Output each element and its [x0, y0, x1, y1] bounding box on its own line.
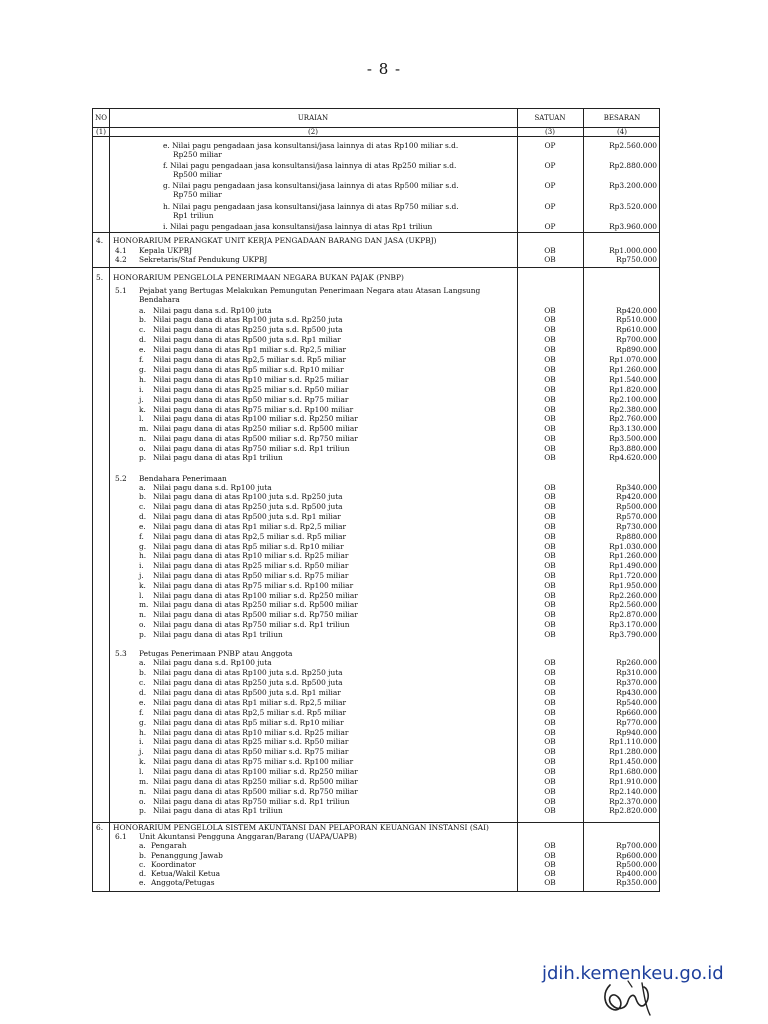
row-description: Pejabat yang Bertugas Melakukan Pemungutan Penerimaan Negara atau Atasan Langsung: [139, 286, 481, 295]
row-letter: d.: [139, 512, 147, 521]
row-besaran: Rp2.380.000: [609, 405, 657, 414]
row-besaran: Rp3.200.000: [609, 181, 657, 190]
row-satuan: OB: [544, 355, 556, 364]
row-satuan: OB: [544, 542, 556, 551]
row-besaran: Rp500.000: [616, 502, 657, 511]
row-letter: h.: [139, 375, 147, 384]
row-letter: p.: [139, 453, 147, 462]
row-description: Penanggung Jawab: [151, 851, 223, 860]
col-number-3: (3): [545, 128, 555, 136]
row-besaran: Rp700.000: [616, 335, 657, 344]
row-description: Nilai pagu dana di atas Rp500 juta s.d. Rp1 miliar: [153, 512, 341, 521]
row-description: Nilai pagu dana s.d. Rp100 juta: [153, 483, 272, 492]
row-besaran: Rp1.260.000: [609, 551, 657, 560]
row-number: 5.: [96, 273, 104, 282]
row-sub-number: 5.2: [115, 474, 127, 483]
row-letter: k.: [139, 757, 146, 766]
row-letter: b.: [139, 315, 147, 324]
row-satuan: OB: [544, 600, 556, 609]
row-description: Nilai pagu dana di atas Rp250 miliar s.d. Rp500 miliar: [153, 777, 358, 786]
row-besaran: Rp400.000: [616, 869, 657, 878]
row-description: Nilai pagu dana di atas Rp750 miliar s.d. Rp1 triliun: [153, 620, 350, 629]
row-description: Nilai pagu dana di atas Rp10 miliar s.d. Rp25 miliar: [153, 551, 349, 560]
row-letter: j.: [139, 395, 144, 404]
row-besaran: Rp500.000: [616, 860, 657, 869]
row-description: i. Nilai pagu pengadaan jasa konsultansi/jasa lainnya di atas Rp1 triliun: [163, 222, 433, 231]
row-besaran: Rp3.170.000: [609, 620, 657, 629]
row-letter: k.: [139, 581, 146, 590]
header-no: NO: [95, 114, 107, 122]
row-besaran: Rp750.000: [616, 255, 657, 264]
row-letter: l.: [139, 767, 144, 776]
row-satuan: OB: [544, 405, 556, 414]
row-satuan: OB: [544, 502, 556, 511]
row-letter: k.: [139, 405, 146, 414]
row-besaran: Rp540.000: [616, 698, 657, 707]
row-letter: l.: [139, 591, 144, 600]
row-description: Nilai pagu dana di atas Rp75 miliar s.d. Rp100 miliar: [153, 581, 354, 590]
row-satuan: OB: [544, 395, 556, 404]
row-description: Nilai pagu dana di atas Rp75 miliar s.d. Rp100 miliar: [153, 405, 354, 414]
row-besaran: Rp660.000: [616, 708, 657, 717]
row-satuan: OB: [544, 325, 556, 334]
row-satuan: OP: [544, 222, 556, 231]
row-satuan: OB: [544, 708, 556, 717]
row-letter: i.: [139, 561, 144, 570]
row-letter: o.: [139, 797, 146, 806]
row-description: Nilai pagu dana di atas Rp500 juta s.d. Rp1 miliar: [153, 688, 341, 697]
row-description: Nilai pagu dana di atas Rp250 juta s.d. Rp500 juta: [153, 325, 343, 334]
row-satuan: OB: [544, 414, 556, 423]
row-besaran: Rp2.760.000: [609, 414, 657, 423]
row-satuan: OB: [544, 851, 556, 860]
row-description: Nilai pagu dana di atas Rp25 miliar s.d. Rp50 miliar: [153, 385, 349, 394]
section-divider: [93, 267, 659, 268]
row-description: Nilai pagu dana di atas Rp75 miliar s.d. Rp100 miliar: [153, 757, 354, 766]
row-description: Nilai pagu dana di atas Rp5 miliar s.d. Rp10 miliar: [153, 365, 344, 374]
row-letter: m.: [139, 424, 149, 433]
header-satuan: SATUAN: [534, 114, 566, 122]
row-description: Nilai pagu dana di atas Rp1 triliun: [153, 453, 283, 462]
row-description: Nilai pagu dana di atas Rp100 juta s.d. Rp250 juta: [153, 492, 343, 501]
row-satuan: OB: [544, 610, 556, 619]
row-description: Nilai pagu dana di atas Rp100 miliar s.d. Rp250 miliar: [153, 591, 358, 600]
row-description: Nilai pagu dana di atas Rp2,5 miliar s.d. Rp5 miliar: [153, 355, 347, 364]
row-letter: g.: [139, 365, 147, 374]
row-satuan: OB: [544, 365, 556, 374]
row-besaran: Rp420.000: [616, 306, 657, 315]
row-besaran: Rp730.000: [616, 522, 657, 531]
row-letter: n.: [139, 610, 147, 619]
row-satuan: OB: [544, 860, 556, 869]
row-besaran: Rp1.720.000: [609, 571, 657, 580]
row-besaran: Rp880.000: [616, 532, 657, 541]
row-besaran: Rp1.030.000: [609, 542, 657, 551]
honorarium-table: [92, 108, 660, 892]
row-satuan: OB: [544, 385, 556, 394]
row-description: Nilai pagu dana di atas Rp250 juta s.d. Rp500 juta: [153, 502, 343, 511]
row-letter: a.: [139, 841, 146, 850]
row-besaran: Rp3.500.000: [609, 434, 657, 443]
row-description: Sekretaris/Staf Pendukung UKPBJ: [139, 255, 268, 264]
row-letter: g.: [139, 542, 147, 551]
row-satuan: OB: [544, 512, 556, 521]
row-description: Rp750 miliar: [173, 190, 222, 199]
row-satuan: OB: [544, 797, 556, 806]
row-besaran: Rp420.000: [616, 492, 657, 501]
row-besaran: Rp4.620.000: [609, 453, 657, 462]
row-letter: a.: [139, 483, 146, 492]
row-description: Nilai pagu dana di atas Rp500 miliar s.d. Rp750 miliar: [153, 434, 358, 443]
row-description: Anggota/Petugas: [151, 878, 215, 887]
row-description: Pengarah: [151, 841, 187, 850]
row-besaran: Rp1.950.000: [609, 581, 657, 590]
row-besaran: Rp2.820.000: [609, 806, 657, 815]
row-satuan: OB: [544, 757, 556, 766]
row-satuan: OB: [544, 678, 556, 687]
row-letter: b.: [139, 668, 147, 677]
row-letter: c.: [139, 325, 146, 334]
row-description: Nilai pagu dana di atas Rp250 miliar s.d. Rp500 miliar: [153, 600, 358, 609]
row-besaran: Rp3.880.000: [609, 444, 657, 453]
row-description: Nilai pagu dana di atas Rp250 miliar s.d. Rp500 miliar: [153, 424, 358, 433]
row-satuan: OB: [544, 453, 556, 462]
row-letter: h.: [139, 728, 147, 737]
row-satuan: OB: [544, 522, 556, 531]
jdih-site-link[interactable]: jdih.kemenkeu.go.id: [542, 963, 724, 984]
row-letter: h.: [139, 551, 147, 560]
row-satuan: OB: [544, 246, 556, 255]
row-description: Nilai pagu dana di atas Rp1 triliun: [153, 630, 283, 639]
row-description: Ketua/Wakil Ketua: [151, 869, 221, 878]
row-satuan: OB: [544, 620, 556, 629]
row-besaran: Rp2.370.000: [609, 797, 657, 806]
row-letter: n.: [139, 787, 147, 796]
row-description: Nilai pagu dana s.d. Rp100 juta: [153, 306, 272, 315]
row-satuan: OB: [544, 335, 556, 344]
row-besaran: Rp2.140.000: [609, 787, 657, 796]
row-letter: e.: [139, 345, 146, 354]
row-besaran: Rp1.280.000: [609, 747, 657, 756]
row-letter: c.: [139, 860, 146, 869]
row-description: Rp500 miliar: [173, 170, 222, 179]
col-divider-no: [109, 109, 110, 891]
row-description: e. Nilai pagu pengadaan jasa konsultansi/jasa lainnya di atas Rp100 miliar s.d.: [163, 141, 459, 150]
row-description: Nilai pagu dana di atas Rp2,5 miliar s.d. Rp5 miliar: [153, 532, 347, 541]
row-satuan: OP: [544, 141, 556, 150]
row-satuan: OB: [544, 532, 556, 541]
row-satuan: OB: [544, 492, 556, 501]
row-description: Petugas Penerimaan PNBP atau Anggota: [139, 649, 293, 658]
row-description: Nilai pagu dana di atas Rp50 miliar s.d. Rp75 miliar: [153, 395, 349, 404]
row-description: Nilai pagu dana di atas Rp10 miliar s.d. Rp25 miliar: [153, 728, 349, 737]
row-besaran: Rp3.520.000: [609, 202, 657, 211]
row-description: Koordinator: [151, 860, 196, 869]
row-description: HONORARIUM PERANGKAT UNIT KERJA PENGADAAN BARANG DAN JASA (UKPBJ): [113, 236, 437, 245]
row-description: Nilai pagu dana di atas Rp1 miliar s.d. Rp2,5 miliar: [153, 522, 347, 531]
row-besaran: Rp890.000: [616, 345, 657, 354]
row-sub-number: 4.2: [115, 255, 127, 264]
row-satuan: OB: [544, 434, 556, 443]
row-letter: f.: [139, 708, 144, 717]
row-besaran: Rp770.000: [616, 718, 657, 727]
row-description: HONORARIUM PENGELOLA SISTEM AKUNTANSI DAN PELAPORAN KEUANGAN INSTANSI (SAI): [113, 823, 489, 832]
row-description: Nilai pagu dana di atas Rp750 miliar s.d. Rp1 triliun: [153, 444, 350, 453]
row-satuan: OB: [544, 841, 556, 850]
row-besaran: Rp340.000: [616, 483, 657, 492]
row-description: Nilai pagu dana di atas Rp500 juta s.d. Rp1 miliar: [153, 335, 341, 344]
row-satuan: OB: [544, 718, 556, 727]
row-satuan: OB: [544, 591, 556, 600]
row-letter: i.: [139, 385, 144, 394]
row-letter: g.: [139, 718, 147, 727]
row-satuan: OB: [544, 315, 556, 324]
row-satuan: OB: [544, 767, 556, 776]
row-letter: e.: [139, 878, 146, 887]
row-satuan: OB: [544, 698, 556, 707]
row-besaran: Rp610.000: [616, 325, 657, 334]
row-sub-number: 5.3: [115, 649, 127, 658]
row-letter: o.: [139, 620, 146, 629]
row-satuan: OB: [544, 551, 556, 560]
row-satuan: OB: [544, 806, 556, 815]
row-number: 6.: [96, 823, 104, 832]
row-besaran: Rp570.000: [616, 512, 657, 521]
row-satuan: OB: [544, 306, 556, 315]
row-description: g. Nilai pagu pengadaan jasa konsultansi/jasa lainnya di atas Rp500 miliar s.d.: [163, 181, 459, 190]
row-satuan: OP: [544, 181, 556, 190]
row-satuan: OB: [544, 444, 556, 453]
row-besaran: Rp1.490.000: [609, 561, 657, 570]
row-besaran: Rp2.100.000: [609, 395, 657, 404]
row-besaran: Rp370.000: [616, 678, 657, 687]
row-description: Nilai pagu dana s.d. Rp100 juta: [153, 658, 272, 667]
row-besaran: Rp2.560.000: [609, 600, 657, 609]
row-letter: e.: [139, 522, 146, 531]
row-satuan: OB: [544, 737, 556, 746]
row-description: Nilai pagu dana di atas Rp50 miliar s.d. Rp75 miliar: [153, 747, 349, 756]
row-besaran: Rp1.260.000: [609, 365, 657, 374]
row-besaran: Rp310.000: [616, 668, 657, 677]
row-description: Nilai pagu dana di atas Rp500 miliar s.d. Rp750 miliar: [153, 787, 358, 796]
row-satuan: OB: [544, 878, 556, 887]
row-description: h. Nilai pagu pengadaan jasa konsultansi/jasa lainnya di atas Rp750 miliar s.d.: [163, 202, 459, 211]
row-letter: d.: [139, 688, 147, 697]
row-besaran: Rp600.000: [616, 851, 657, 860]
row-besaran: Rp1.540.000: [609, 375, 657, 384]
row-description: Kepala UKPBJ: [139, 246, 193, 255]
row-satuan: OB: [544, 668, 556, 677]
row-satuan: OP: [544, 161, 556, 170]
row-description: Nilai pagu dana di atas Rp25 miliar s.d. Rp50 miliar: [153, 561, 349, 570]
row-description: Nilai pagu dana di atas Rp1 triliun: [153, 806, 283, 815]
row-besaran: Rp1.820.000: [609, 385, 657, 394]
row-besaran: Rp260.000: [616, 658, 657, 667]
row-satuan: OB: [544, 728, 556, 737]
row-letter: n.: [139, 434, 147, 443]
row-letter: a.: [139, 306, 146, 315]
col-number-divider: [93, 136, 659, 137]
row-letter: m.: [139, 777, 149, 786]
row-besaran: Rp510.000: [616, 315, 657, 324]
row-description: Rp1 triliun: [173, 211, 214, 220]
page-number: - 8 -: [366, 60, 402, 78]
row-description: Nilai pagu dana di atas Rp500 miliar s.d. Rp750 miliar: [153, 610, 358, 619]
row-description: Nilai pagu dana di atas Rp5 miliar s.d. Rp10 miliar: [153, 542, 344, 551]
row-besaran: Rp3.960.000: [609, 222, 657, 231]
row-sub-number: 4.1: [115, 246, 127, 255]
row-letter: j.: [139, 571, 144, 580]
row-besaran: Rp3.790.000: [609, 630, 657, 639]
row-description: Nilai pagu dana di atas Rp2,5 miliar s.d. Rp5 miliar: [153, 708, 347, 717]
row-besaran: Rp2.260.000: [609, 591, 657, 600]
row-letter: j.: [139, 747, 144, 756]
row-satuan: OB: [544, 747, 556, 756]
row-besaran: Rp700.000: [616, 841, 657, 850]
row-satuan: OP: [544, 202, 556, 211]
row-satuan: OB: [544, 483, 556, 492]
row-letter: l.: [139, 414, 144, 423]
row-description: Nilai pagu dana di atas Rp100 miliar s.d. Rp250 miliar: [153, 767, 358, 776]
row-besaran: Rp2.560.000: [609, 141, 657, 150]
row-satuan: OB: [544, 345, 556, 354]
row-besaran: Rp2.870.000: [609, 610, 657, 619]
row-satuan: OB: [544, 688, 556, 697]
row-letter: o.: [139, 444, 146, 453]
row-satuan: OB: [544, 255, 556, 264]
row-satuan: OB: [544, 375, 556, 384]
row-besaran: Rp1.070.000: [609, 355, 657, 364]
row-satuan: OB: [544, 777, 556, 786]
row-description: Bendahara Penerimaan: [139, 474, 227, 483]
row-besaran: Rp350.000: [616, 878, 657, 887]
row-satuan: OB: [544, 561, 556, 570]
row-description: HONORARIUM PENGELOLA PENERIMAAN NEGARA BUKAN PAJAK (PNBP): [113, 273, 404, 282]
col-number-2: (2): [308, 128, 318, 136]
row-description: Nilai pagu dana di atas Rp100 juta s.d. Rp250 juta: [153, 315, 343, 324]
row-number: 4.: [96, 236, 104, 245]
row-description: Rp250 miliar: [173, 150, 222, 159]
section-divider: [93, 232, 659, 233]
row-satuan: OB: [544, 630, 556, 639]
row-letter: f.: [139, 532, 144, 541]
row-letter: i.: [139, 737, 144, 746]
row-description: f. Nilai pagu pengadaan jasa konsultansi/jasa lainnya di atas Rp250 miliar s.d.: [163, 161, 457, 170]
row-besaran: Rp1.110.000: [609, 737, 657, 746]
row-letter: p.: [139, 630, 147, 639]
row-letter: f.: [139, 355, 144, 364]
row-besaran: Rp3.130.000: [609, 424, 657, 433]
row-besaran: Rp1.910.000: [609, 777, 657, 786]
row-letter: c.: [139, 678, 146, 687]
row-description: Nilai pagu dana di atas Rp1 miliar s.d. Rp2,5 miliar: [153, 345, 347, 354]
row-satuan: OB: [544, 581, 556, 590]
row-description: Nilai pagu dana di atas Rp10 miliar s.d. Rp25 miliar: [153, 375, 349, 384]
row-letter: d.: [139, 335, 147, 344]
row-besaran: Rp1.450.000: [609, 757, 657, 766]
header-uraian: URAIAN: [297, 114, 329, 122]
row-satuan: OB: [544, 869, 556, 878]
row-besaran: Rp2.880.000: [609, 161, 657, 170]
row-description: Nilai pagu dana di atas Rp750 miliar s.d. Rp1 triliun: [153, 797, 350, 806]
header-besaran: BESARAN: [603, 114, 641, 122]
row-description: Nilai pagu dana di atas Rp1 miliar s.d. Rp2,5 miliar: [153, 698, 347, 707]
row-letter: p.: [139, 806, 147, 815]
row-description: Nilai pagu dana di atas Rp5 miliar s.d. Rp10 miliar: [153, 718, 344, 727]
row-satuan: OB: [544, 424, 556, 433]
row-letter: c.: [139, 502, 146, 511]
row-description: Nilai pagu dana di atas Rp25 miliar s.d. Rp50 miliar: [153, 737, 349, 746]
row-description: Nilai pagu dana di atas Rp250 juta s.d. Rp500 juta: [153, 678, 343, 687]
row-description: Unit Akuntansi Pengguna Anggaran/Barang (UAPA/UAPB): [139, 832, 357, 841]
row-letter: b.: [139, 851, 147, 860]
col-number-4: (4): [617, 128, 627, 136]
row-letter: b.: [139, 492, 147, 501]
row-letter: e.: [139, 698, 146, 707]
row-besaran: Rp430.000: [616, 688, 657, 697]
row-satuan: OB: [544, 787, 556, 796]
row-description: Bendahara: [139, 295, 180, 304]
row-besaran: Rp1.680.000: [609, 767, 657, 776]
row-letter: d.: [139, 869, 147, 878]
row-satuan: OB: [544, 571, 556, 580]
row-description: Nilai pagu dana di atas Rp50 miliar s.d. Rp75 miliar: [153, 571, 349, 580]
row-besaran: Rp940.000: [616, 728, 657, 737]
row-satuan: OB: [544, 658, 556, 667]
row-description: Nilai pagu dana di atas Rp100 miliar s.d. Rp250 miliar: [153, 414, 358, 423]
handwritten-signature-icon: [598, 975, 668, 1020]
row-besaran: Rp1.000.000: [609, 246, 657, 255]
row-letter: m.: [139, 600, 149, 609]
col-number-1: (1): [96, 128, 106, 136]
row-description: Nilai pagu dana di atas Rp100 juta s.d. Rp250 juta: [153, 668, 343, 677]
row-sub-number: 6.1: [115, 832, 127, 841]
row-sub-number: 5.1: [115, 286, 127, 295]
row-letter: a.: [139, 658, 146, 667]
